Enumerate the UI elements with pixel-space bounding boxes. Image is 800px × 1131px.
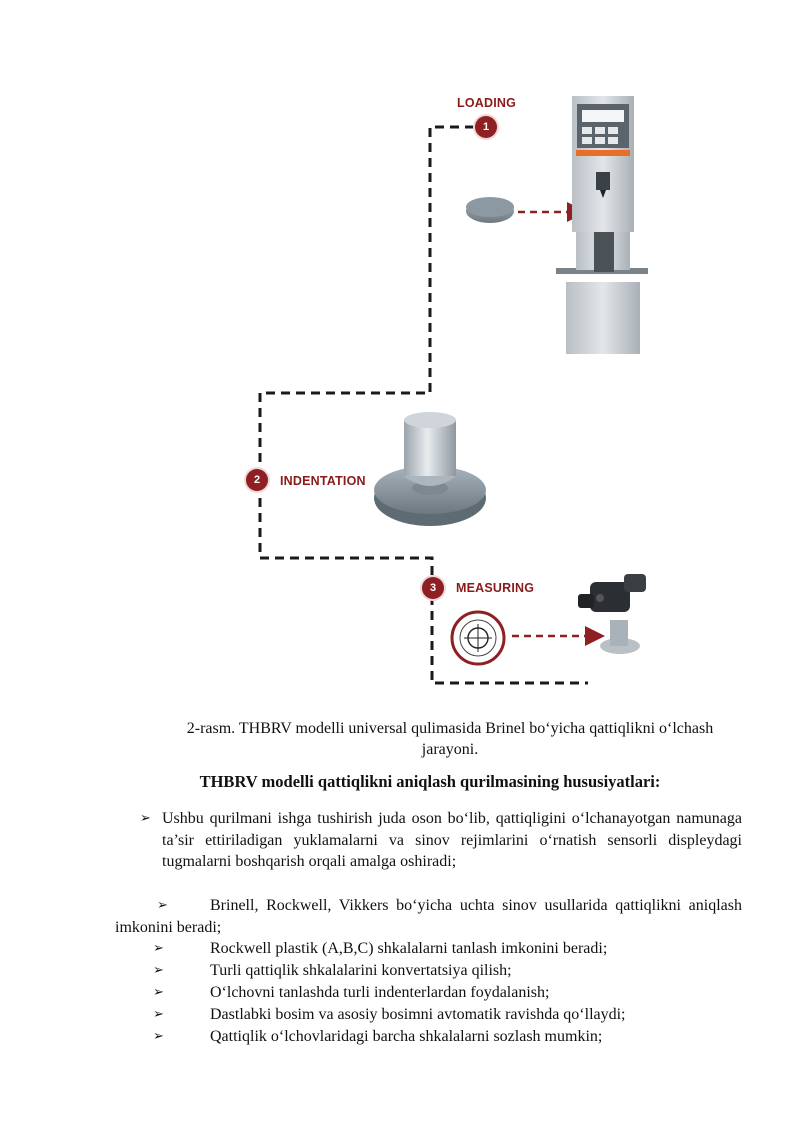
arrow-bullet-icon: ➢ (153, 963, 164, 978)
step-1-badge: 1 (475, 116, 497, 138)
step-2-badge: 2 (246, 469, 268, 491)
arrow-bullet-icon: ➢ (140, 811, 151, 826)
list-item-text: Ushbu qurilmani ishga tushirish juda oson bo‘lib, qattiqligini o‘lchanayotgan namunaga ta’sir ettiriladigan yuklamalarni va sinov rejimlarini o‘rnatish sensorli displeydagi tugmalarni boshqarish orqali amalga oshiradi; (162, 810, 742, 871)
list-item (153, 1026, 603, 1048)
step-3-label: MEASURING (456, 581, 535, 595)
list-item (153, 960, 512, 982)
section-heading: THBRV modelli qattiqlikni aniqlash qurilmasining hususiyatlari: (199, 772, 661, 791)
indentation-illustration (374, 412, 486, 526)
list-item-text: Turli qattiqlik shkalalarini konvertatsiya qilish; (210, 962, 512, 979)
arrow-bullet-icon: ➢ (153, 985, 164, 1000)
flow-path (260, 127, 588, 683)
list-item (153, 938, 608, 960)
list-item (153, 1004, 626, 1026)
list-item (115, 895, 742, 938)
list-item-text: Qattiqlik o‘lchovlaridagi barcha shkalalarni sozlash mumkin; (210, 1028, 603, 1045)
step-3-badge: 3 (422, 577, 444, 599)
list-item-text: Brinell, Rockwell, Vikkers bo‘yicha uchta sinov usullarida qattiqlikni aniqlash imkonini beradi; (115, 897, 742, 936)
list-item (140, 808, 742, 873)
list-item-text: O‘lchovni tanlashda turli indenterlardan foydalanish; (210, 984, 550, 1001)
list-item (153, 982, 550, 1004)
arrow-bullet-icon: ➢ (153, 1007, 164, 1022)
list-item-text: Dastlabki bosim va asosiy bosimni avtomatik ravishda qo‘llaydi; (210, 1006, 626, 1023)
arrow-bullet-icon: ➢ (153, 941, 164, 956)
arrow-bullet-icon: ➢ (157, 898, 168, 913)
step-2-label: INDENTATION (280, 474, 366, 488)
figure-caption: 2-rasm. THBRV modelli universal qulimasida Brinel bo‘yicha qattiqlikni o‘lchash jarayoni. (186, 720, 714, 758)
hardness-tester-machine (556, 96, 648, 354)
measurement-diagram (452, 612, 504, 664)
arrow-bullet-icon: ➢ (153, 1029, 164, 1044)
list-item-text: Rockwell plastik (A,B,C) shkalalarni tanlash imkonini beradi; (210, 940, 608, 957)
sample-disk (466, 197, 514, 223)
measuring-device (578, 574, 646, 654)
step-1-label: LOADING (457, 96, 517, 110)
